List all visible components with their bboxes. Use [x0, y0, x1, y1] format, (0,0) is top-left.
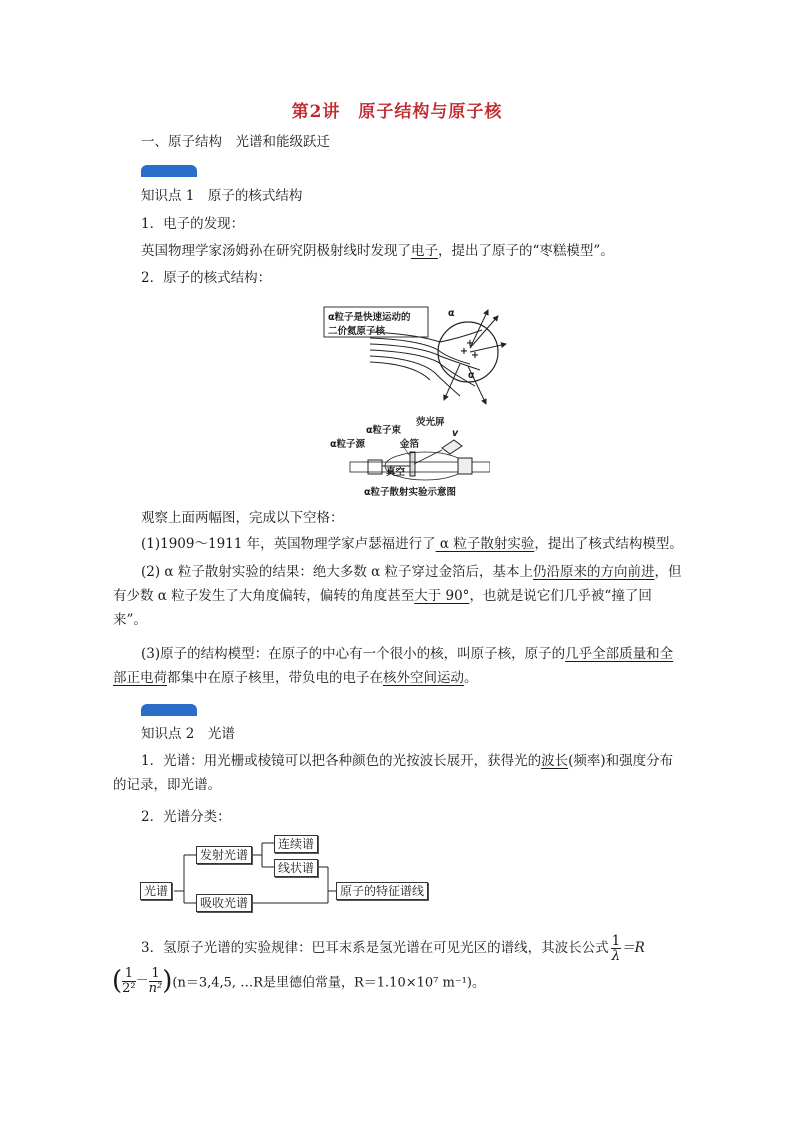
apparatus-caption: α粒子散射实验示意图 [363, 487, 457, 498]
tree-root-spectrum: 光谱 [140, 882, 172, 900]
alpha-beam-label: α粒子束 [366, 425, 402, 436]
tree-emission-spectrum: 发射光谱 [196, 846, 252, 864]
tree-absorption-spectrum: 吸收光谱 [196, 894, 252, 912]
formula-right-paren: ) [162, 966, 173, 996]
spectrum-classification-title: 2．光谱分类： [141, 809, 231, 825]
answer-greater-90: 大于 90° [414, 588, 470, 604]
lecture-topic: 原子结构与原子核 [358, 102, 503, 122]
balmer-formula: ( $\frac{1}{\text{2²}}$ － $\frac{1}{\text{n²}}$ )(n＝3,4,5, …R是里德伯常量，R＝1.10×10⁷ m⁻¹)。 [112, 965, 485, 996]
spectrum-classification-tree [140, 835, 440, 915]
section-tag-1 [141, 165, 197, 177]
velocity-label: v [452, 428, 459, 439]
item-2-title: 2．原子的核式结构： [141, 270, 272, 286]
spectrum-definition: 1．光谱：用光栅或棱镜可以把各种颜色的光按波长展开，获得光的波长(频率)和强度分布的记录，即光谱。 [113, 753, 674, 793]
paragraph-1: (1)1909～1911 年，英国物理学家卢瑟福进行了 α 粒子散射实验，提出了核式结构模型。 [141, 536, 683, 552]
formula-equals-r: ＝R [621, 940, 645, 956]
answer-mass-charge: 几乎全部质量和全部正电荷 [113, 646, 674, 686]
paragraph-2: (2) α 粒子散射实验的结果：绝大多数 α 粒子穿过金箔后，基本上仍沿原来的方向前进，但有少数 α 粒子发生了大角度偏转，偏转的角度甚至大于 90°，也就是说它们几乎被“撞了回来”。 [113, 564, 682, 628]
tree-line-spectrum: 线状谱 [274, 859, 318, 877]
nucleus-scattering-figure [320, 300, 510, 410]
answer-wavelength: 波长 [541, 753, 569, 769]
gold-foil-label: 金箔 [400, 439, 420, 450]
alpha-scattering-apparatus-figure [330, 412, 490, 498]
knowledge-point-1-heading: 知识点 1 原子的核式结构 [141, 188, 303, 204]
formula-lhs-fraction: $\frac{1}{\lambda}$ [611, 933, 621, 964]
alpha-particle-label: α粒子是快速运动的 二价氦原子核 [328, 312, 411, 337]
tree-continuous-spectrum: 连续谱 [274, 835, 318, 853]
lecture-number: 第2讲 [291, 102, 341, 122]
alpha-source-label: α粒子源 [330, 439, 366, 450]
paragraph-3: (3)原子的结构模型：在原子的中心有一个很小的核，叫原子核，原子的几乎全部质量和全部正电荷都集中在原子核里，带负电的电子在核外空间运动。 [113, 646, 674, 686]
plus-sign-1: + [466, 338, 474, 349]
item-1-text: 英国物理学家汤姆孙在研究阴极射线时发现了电子，提出了原子的“枣糕模型”。 [141, 243, 614, 259]
fluorescent-screen-label: 荧光屏 [416, 417, 445, 428]
answer-electron: 电子 [411, 243, 438, 259]
item-1-title: 1．电子的发现： [141, 216, 245, 232]
page-title [0, 97, 794, 122]
plus-sign-2: + [460, 346, 468, 357]
answer-alpha-scattering: α 粒子散射实验 [435, 536, 535, 552]
tree-characteristic-lines: 原子的特征谱线 [336, 882, 428, 900]
plus-sign-3: + [471, 350, 479, 361]
section-heading: 一、原子结构 光谱和能级跃迁 [141, 134, 330, 150]
answer-outside-nucleus: 核外空间运动 [383, 670, 464, 686]
section-tag-2 [141, 704, 197, 716]
answer-original-direction: 仍沿原来的方向前进 [533, 564, 655, 580]
vacuum-label: 真空 [386, 467, 406, 478]
alpha-symbol-bottom: α [468, 370, 475, 381]
alpha-symbol-top: α [448, 308, 455, 319]
knowledge-point-2-heading: 知识点 2 光谱 [141, 726, 235, 742]
formula-explanation: (n＝3,4,5, …R是里德伯常量，R＝1.10×10⁷ m⁻¹)。 [172, 975, 485, 991]
observe-instruction: 观察上面两幅图，完成以下空格： [141, 510, 344, 526]
formula-term-b: $\frac{1}{\text{n²}}$ [148, 965, 163, 996]
formula-left-paren: ( [112, 966, 123, 996]
formula-term-a: $\frac{1}{\text{2²}}$ [122, 965, 136, 996]
hydrogen-spectrum-law: 3．氢原子光谱的实验规律：巴耳末系是氢光谱在可见光区的谱线，其波长公式 $\frac{1}{\lambda}$ ＝R [141, 933, 645, 964]
